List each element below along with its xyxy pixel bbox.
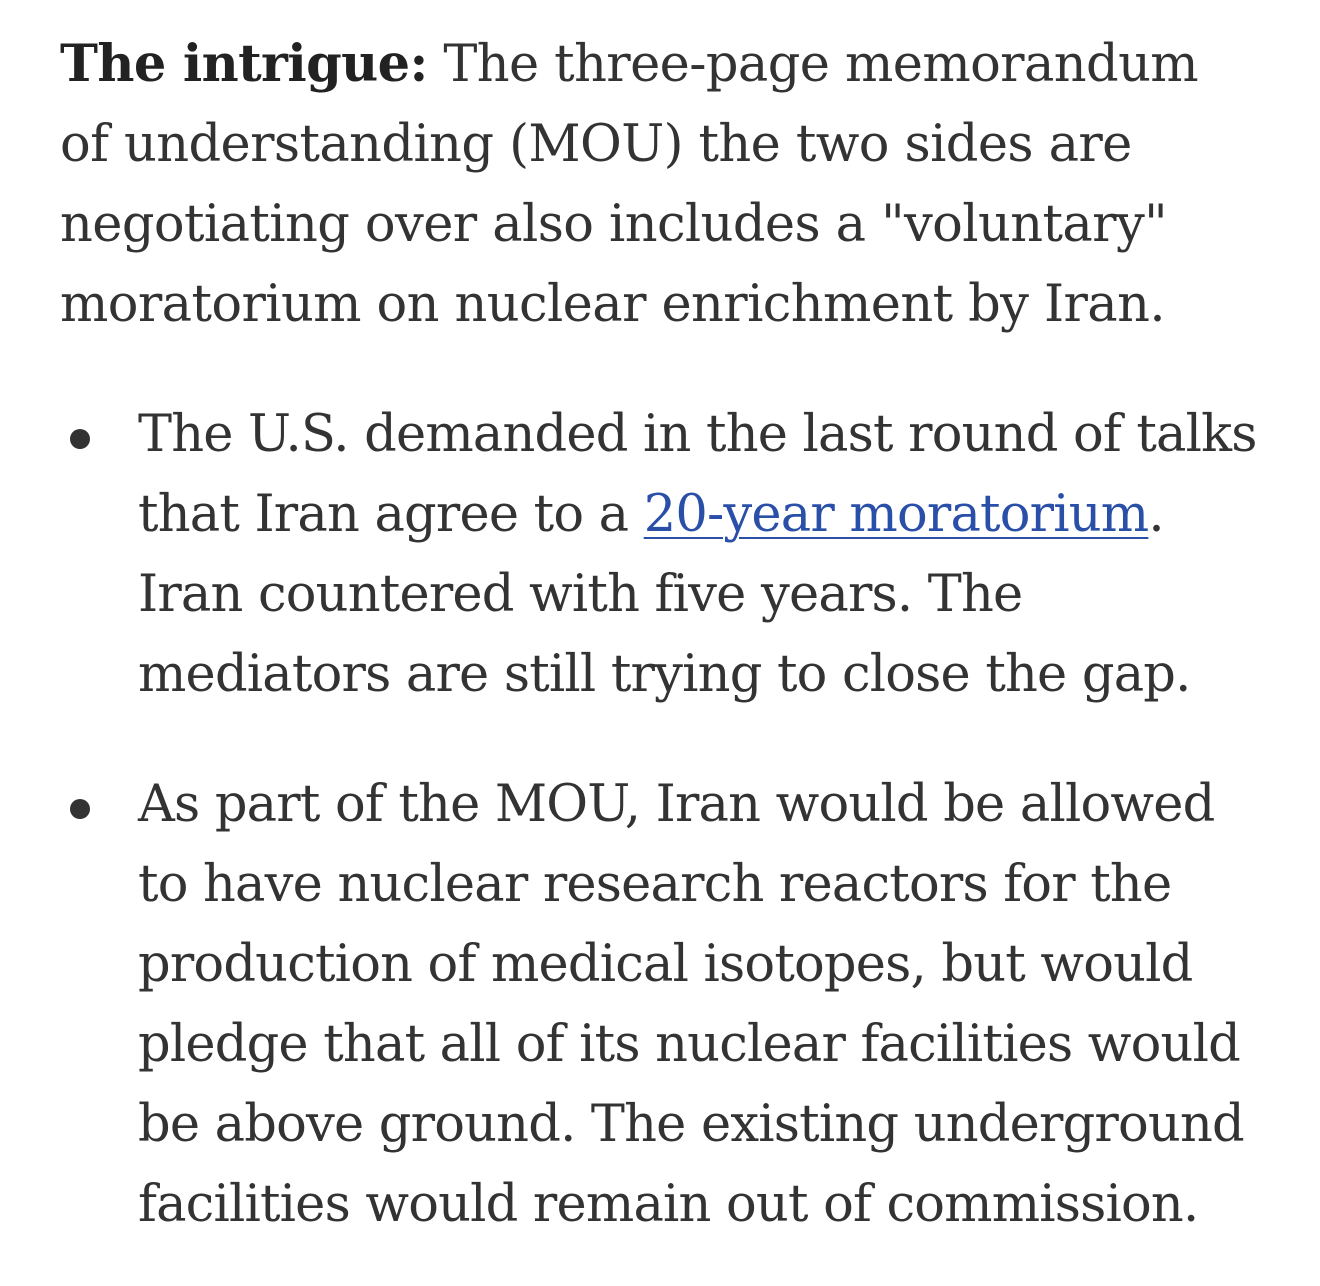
lead-paragraph — [60, 24, 1260, 345]
bullet-list — [60, 395, 1260, 1245]
bullet-text-before: The U.S. demanded in the last round of talks that Iran agree to a — [138, 405, 1257, 544]
moratorium-link[interactable]: 20-year moratorium — [643, 485, 1149, 544]
bullet-dot-icon — [70, 429, 90, 449]
bullet-text: As part of the MOU, Iran would be allowed to have nuclear research reactors for the production of medical isotopes, but would pledge that all of its nuclear facilities would be above ground. The existing underground facilities would remain out of commission. — [138, 775, 1244, 1234]
lead-text: The three-page memorandum of understanding (MOU) the two sides are negotiating over also includes a "voluntary" moratorium on nuclear enrichment by Iran. — [60, 35, 1199, 334]
lead-label: The intrigue: — [60, 34, 428, 94]
bullet-item — [60, 765, 1260, 1245]
bullet-text-after: . Iran countered with five years. The mediators are still trying to close the gap. — [138, 485, 1191, 704]
bullet-dot-icon — [70, 799, 90, 819]
article-body — [60, 24, 1260, 1245]
bullet-item — [60, 395, 1260, 715]
